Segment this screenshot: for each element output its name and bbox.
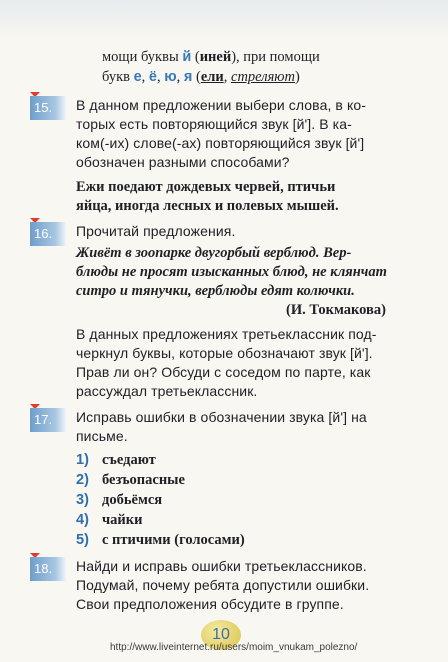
task-15-example: Ежи поедают дождевых червей, птичьи xyxy=(76,179,336,195)
task-15-line: В данном предложении выбери слова, в ко- xyxy=(76,97,366,113)
task-15-line: торых есть повторяющийся звук [й']. В ка- xyxy=(76,116,352,132)
list-item: 3) добьёмся xyxy=(76,492,163,508)
watermark-url: http://www.liveinternet.ru/users/moim_vnukam_polezno/ xyxy=(110,642,358,653)
task-number-badge: 15. xyxy=(30,96,66,120)
list-item: 1) съедают xyxy=(76,452,156,468)
task-18-line: Свои предположения обсудите в группе. xyxy=(76,596,344,612)
task-number-badge: 18. xyxy=(30,557,66,581)
task-number-badge: 17. xyxy=(30,408,66,432)
task-16-poem: блюды не просят изысканных блюд, не клянчат xyxy=(76,264,387,280)
task-16-line: В данных предложениях третьеклассник под- xyxy=(76,326,377,342)
task-15-line: ком(-их) слове(-ах) повторяющийся звук [й'] xyxy=(76,135,365,151)
task-16-line: Прав ли он? Обсуди с соседом по парте, как xyxy=(76,364,371,380)
list-item: 5) с птичими (голосами) xyxy=(76,532,245,548)
task-18-line: Найди и исправь ошибки третьеклассников. xyxy=(76,558,367,574)
list-item: 2) безъопасные xyxy=(76,472,185,488)
top-shade xyxy=(0,0,448,40)
task-18-line: Подумай, почему ребята допустили ошибки. xyxy=(76,577,370,593)
list-item: 4) чайки xyxy=(76,512,143,528)
task-16-line: Прочитай предложения. xyxy=(76,223,236,239)
task-number-badge: 16. xyxy=(30,222,66,246)
task-16-line: рассуждал третьеклассник. xyxy=(76,383,258,399)
intro-line-1: мощи буквы й (иней), при помощи xyxy=(102,49,320,65)
page-number: 10 xyxy=(201,620,241,650)
task-15-example: яйца, иногда лесных и полевых мышей. xyxy=(76,198,339,214)
intro-line-2: букв е, ё, ю, я (ели, стреляют) xyxy=(102,69,300,85)
task-16-poem: ситро и тянучки, верблюды едят колючки. xyxy=(76,283,355,299)
task-17-line: письме. xyxy=(76,428,128,444)
task-15-line: обозначен разными способами? xyxy=(76,154,290,170)
task-16-line: черкнул буквы, которые обозначают звук [й']. xyxy=(76,345,373,361)
task-17-line: Исправь ошибки в обозначении звука [й'] на xyxy=(76,409,367,425)
task-16-poem: Живёт в зоопарке двугорбый верблюд. Вер- xyxy=(76,245,352,261)
task-16-author: (И. Токмакова) xyxy=(286,302,386,318)
